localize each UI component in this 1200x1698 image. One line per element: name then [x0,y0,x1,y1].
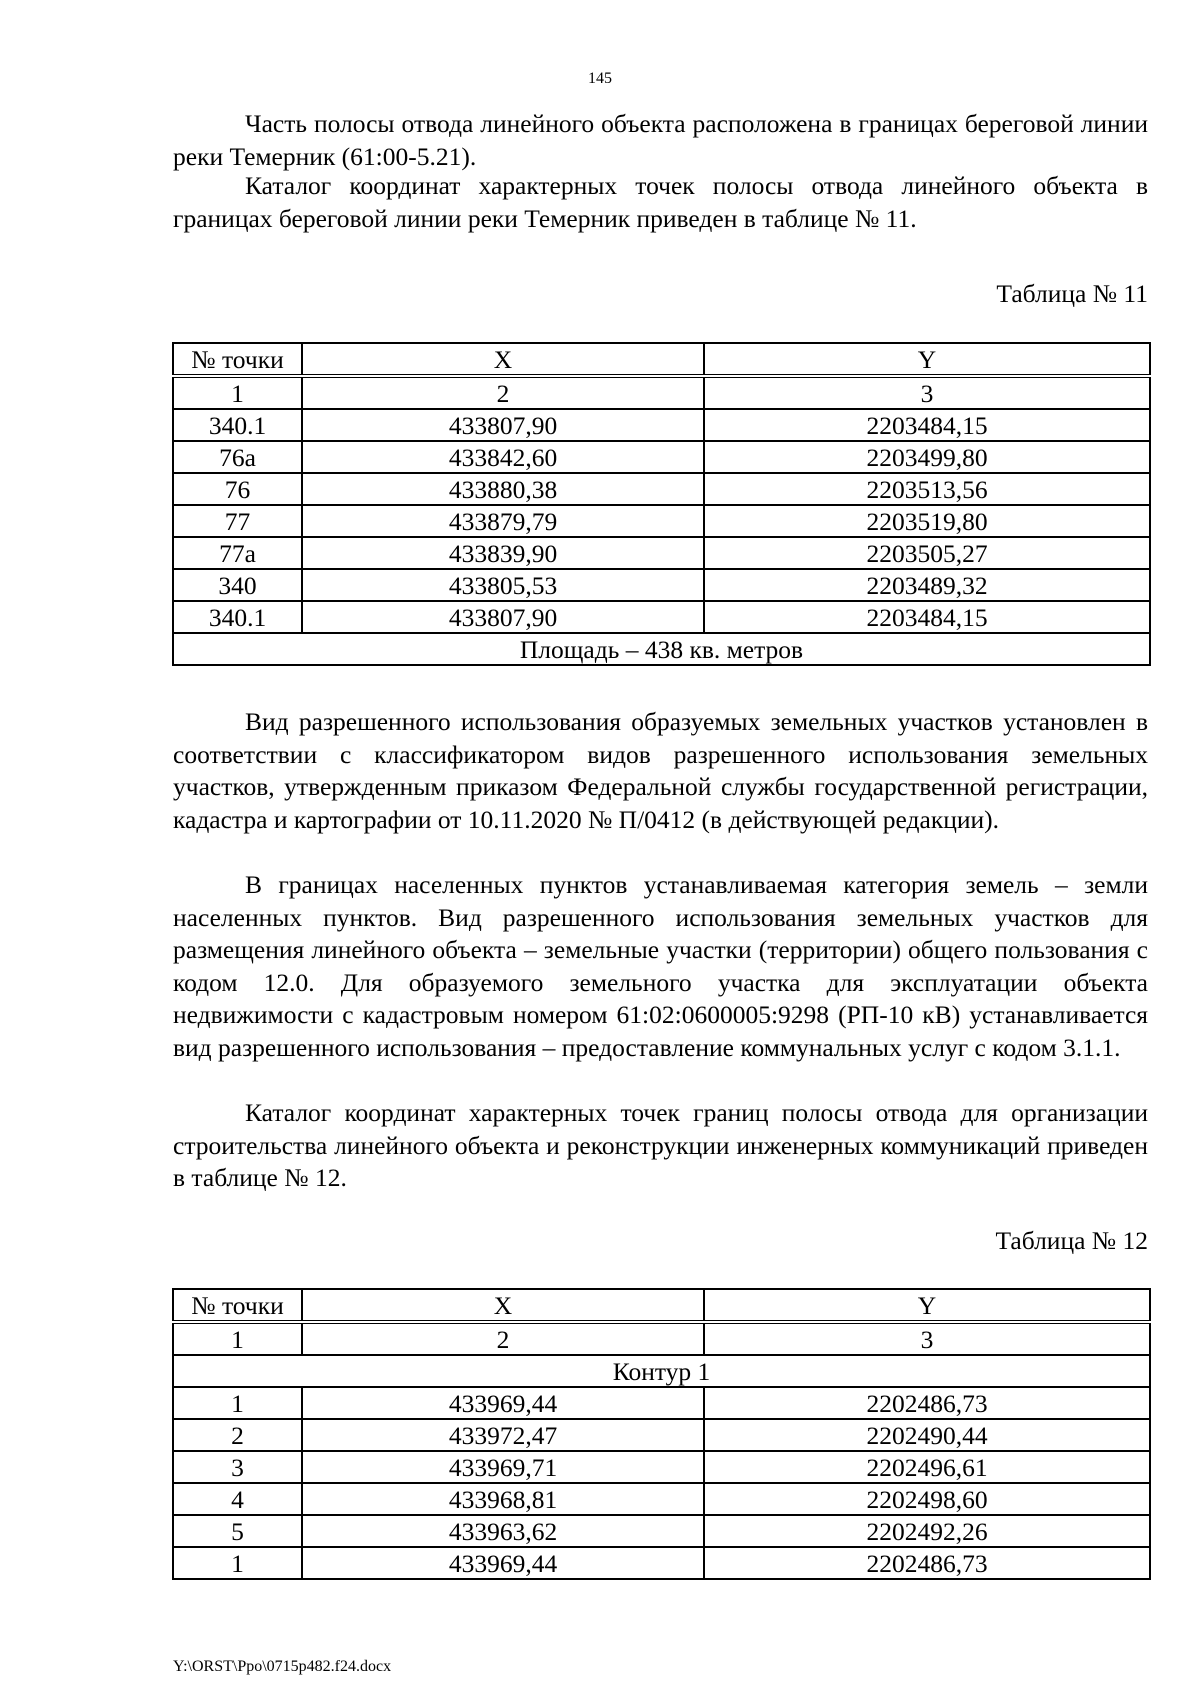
table-numbering-row [173,376,1150,409]
table-numbering-row [173,1322,1150,1355]
table-cell: 2203484,15 [704,409,1150,441]
header-cell-point: № точки [173,1289,302,1322]
table-cell: 2202486,73 [704,1387,1150,1419]
table-cell: 2 [173,1419,302,1451]
table-cell: 433839,90 [302,537,704,569]
table-row [173,409,1150,441]
table-cell: 433968,81 [302,1483,704,1515]
table-area-row [173,633,1150,665]
header-cell-y: Y [704,1289,1150,1322]
table-cell: 433879,79 [302,505,704,537]
paragraph-5: Каталог координат характерных точек границ полосы отвода для организации строительства линейного объекта и реконструкции инженерных коммуникаций приведен в таблице № 12. [173,1098,1148,1192]
paragraph-2: Каталог координат характерных точек полосы отвода линейного объекта в границах береговой линии реки Темерник приведен в таблице № 11. [173,171,1148,233]
table-cell: 77 [173,505,302,537]
table-cell: 2203519,80 [704,505,1150,537]
table-row [173,505,1150,537]
table-cell: 2203484,15 [704,601,1150,633]
header-cell-x: X [302,343,704,376]
table-header-row [173,1289,1150,1322]
table-row [173,473,1150,505]
header-cell-point: № точки [173,343,302,376]
table-cell: 433842,60 [302,441,704,473]
table-row [173,1387,1150,1419]
paragraph-4: В границах населенных пунктов устанавливаемая категория земель – земли населенных пунктов. Вид разрешенного использования земельных участков для размещения линейного объекта – земельные участки (территории) общего пользования с кодом 12.0. Для образуемого земельного участка для эксплуатации объекта недвижимости с кадастровым номером 61:02:0600005:9298 (РП-10 кВ) устанавливается вид разрешенного использования – предоставление коммунальных услуг с кодом 3.1.1. [173,870,1148,1062]
table-12-caption: Таблица № 12 [995,1226,1148,1255]
area-cell: Площадь – 438 кв. метров [173,633,1150,665]
table-cell: 2202486,73 [704,1547,1150,1579]
table-row [173,1483,1150,1515]
table-cell: 2203505,27 [704,537,1150,569]
header-cell-y: Y [704,343,1150,376]
table-11 [172,342,1151,666]
table-cell: 433972,47 [302,1419,704,1451]
table-cell: 77а [173,537,302,569]
table-cell: 5 [173,1515,302,1547]
table-cell: 1 [173,376,302,409]
table-row [173,441,1150,473]
table-row [173,601,1150,633]
table-contour-row [173,1355,1150,1387]
table-cell: 3 [704,1322,1150,1355]
table-cell: 433805,53 [302,569,704,601]
table-cell: 1 [173,1387,302,1419]
table-row [173,1515,1150,1547]
table-cell: 2 [302,1322,704,1355]
table-cell: 433880,38 [302,473,704,505]
table-cell: 433969,44 [302,1387,704,1419]
table-cell: 2202492,26 [704,1515,1150,1547]
table-cell: 3 [704,376,1150,409]
table-cell: 4 [173,1483,302,1515]
table-cell: 2202496,61 [704,1451,1150,1483]
table-row [173,1547,1150,1579]
table-row [173,1419,1150,1451]
header-cell-x: X [302,1289,704,1322]
table-cell: 433969,44 [302,1547,704,1579]
table-cell: 433807,90 [302,409,704,441]
table-12 [172,1288,1151,1580]
contour-cell: Контур 1 [173,1355,1150,1387]
paragraph-3: Вид разрешенного использования образуемых земельных участков установлен в соответствии с классификатором видов разрешенного использования земельных участков, утвержденным приказом Федеральной службы государственной регистрации, кадастра и картографии от 10.11.2020 № П/0412 (в действующей редакции). [173,707,1148,834]
table-header-row [173,343,1150,376]
table-cell: 2203489,32 [704,569,1150,601]
table-row [173,1451,1150,1483]
table-cell: 2203499,80 [704,441,1150,473]
page-number: 145 [588,70,612,87]
table-cell: 433963,62 [302,1515,704,1547]
table-11-caption: Таблица № 11 [996,279,1148,308]
table-cell: 433807,90 [302,601,704,633]
table-cell: 433969,71 [302,1451,704,1483]
table-cell: 340.1 [173,409,302,441]
file-path-footer: Y:\ORST\Ppo\0715p482.f24.docx [173,1658,392,1675]
table-cell: 76 [173,473,302,505]
paragraph-1: Часть полосы отвода линейного объекта расположена в границах береговой линии реки Темерник (61:00-5.21). [173,109,1148,171]
table-cell: 1 [173,1322,302,1355]
table-cell: 1 [173,1547,302,1579]
table-row [173,569,1150,601]
table-cell: 2203513,56 [704,473,1150,505]
table-cell: 2202490,44 [704,1419,1150,1451]
table-cell: 340 [173,569,302,601]
table-cell: 2 [302,376,704,409]
table-cell: 3 [173,1451,302,1483]
table-cell: 76а [173,441,302,473]
table-cell: 340.1 [173,601,302,633]
table-row [173,537,1150,569]
table-cell: 2202498,60 [704,1483,1150,1515]
